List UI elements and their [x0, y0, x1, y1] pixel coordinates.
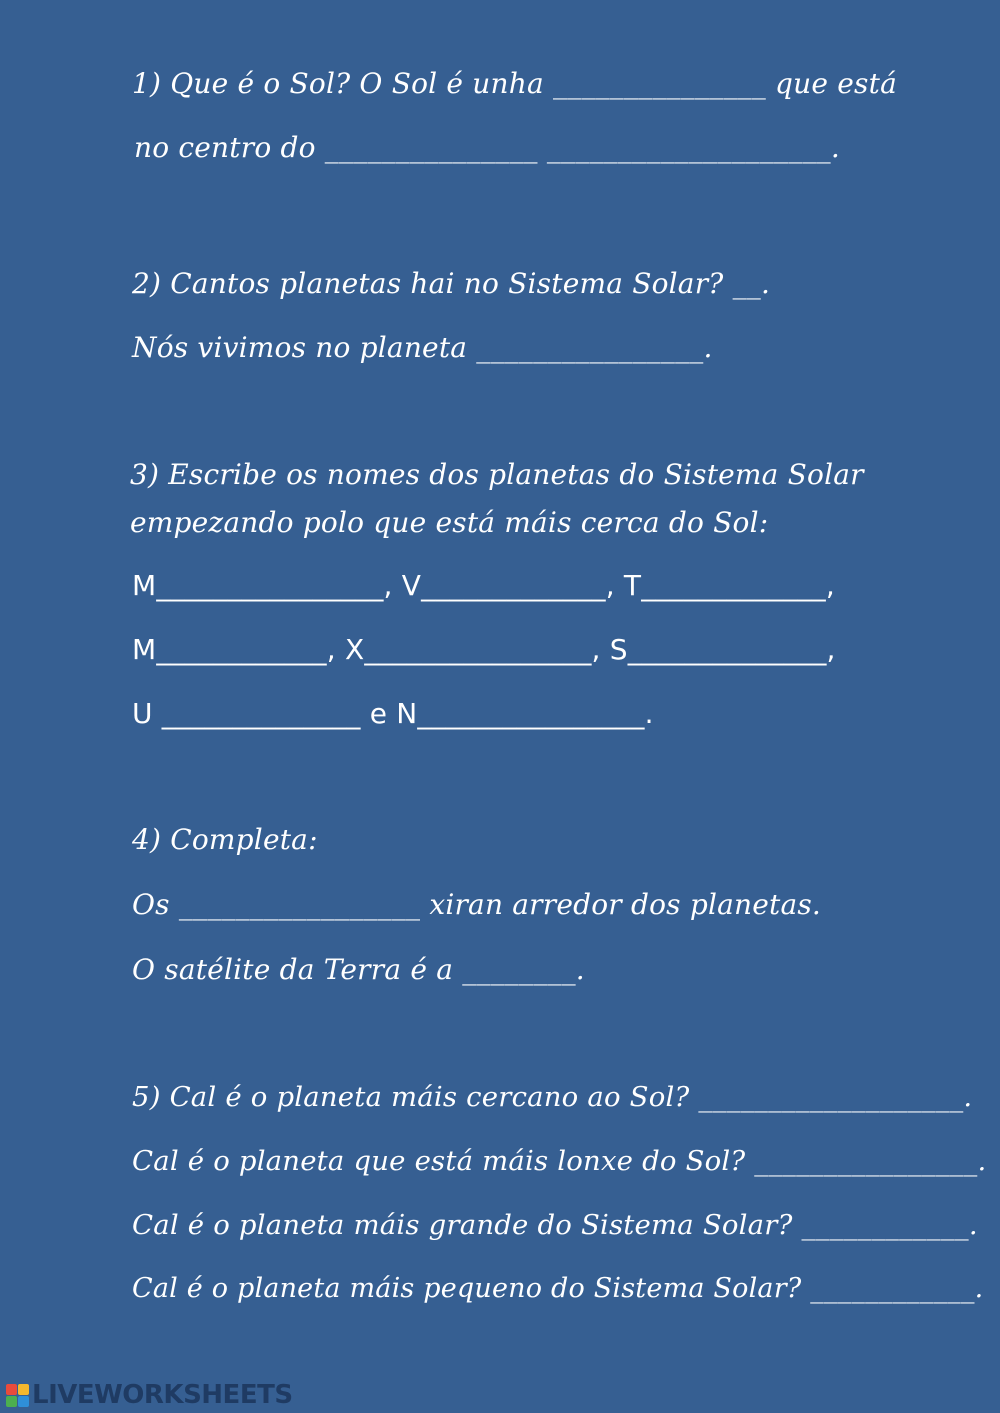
q3-line-2: empezando polo que está máis cerca do Sol: [130, 506, 769, 539]
q5-line-4: Cal é o planeta máis pequeno do Sistema Solar? ____________. [132, 1273, 984, 1304]
q5-line-2: Cal é o planeta que está máis lonxe do Sol? ________________. [132, 1145, 987, 1177]
q2-line-1: 2) Cantos planetas hai no Sistema Solar? __. [132, 267, 771, 300]
q5-line-1: 5) Cal é o planeta máis cercano ao Sol? ___________________. [132, 1081, 973, 1113]
logo-square-yellow [18, 1384, 29, 1395]
q5-line-3: Cal é o planeta máis grande do Sistema Solar? ____________. [132, 1209, 978, 1241]
q1-line-1: 1) Que é o Sol? O Sol é unha _______________ que está [132, 67, 897, 100]
q4-line-3: O satélite da Terra é a ________. [132, 953, 585, 986]
logo-square-green [6, 1396, 17, 1407]
q1-line-2: no centro do _______________ ____________________. [134, 131, 840, 164]
q4-line-1: 4) Completa: [132, 823, 318, 856]
logo-square-blue [18, 1396, 29, 1407]
q3-line-4: M____________, X________________, S______________, [132, 633, 836, 666]
logo-grid-icon [6, 1384, 29, 1407]
logo-text: LIVEWORKSHEETS [32, 1380, 293, 1410]
liveworksheets-logo [6, 1380, 293, 1410]
q3-line-3: M________________, V_____________, T_____________, [132, 569, 835, 602]
q3-line-1: 3) Escribe os nomes dos planetas do Sistema Solar [130, 458, 864, 491]
q4-line-2: Os _________________ xiran arredor dos planetas. [132, 888, 822, 921]
q3-line-5: U ______________ e N________________. [132, 697, 654, 730]
q2-line-2: Nós vivimos no planeta ________________. [132, 331, 713, 364]
logo-square-red [6, 1384, 17, 1395]
